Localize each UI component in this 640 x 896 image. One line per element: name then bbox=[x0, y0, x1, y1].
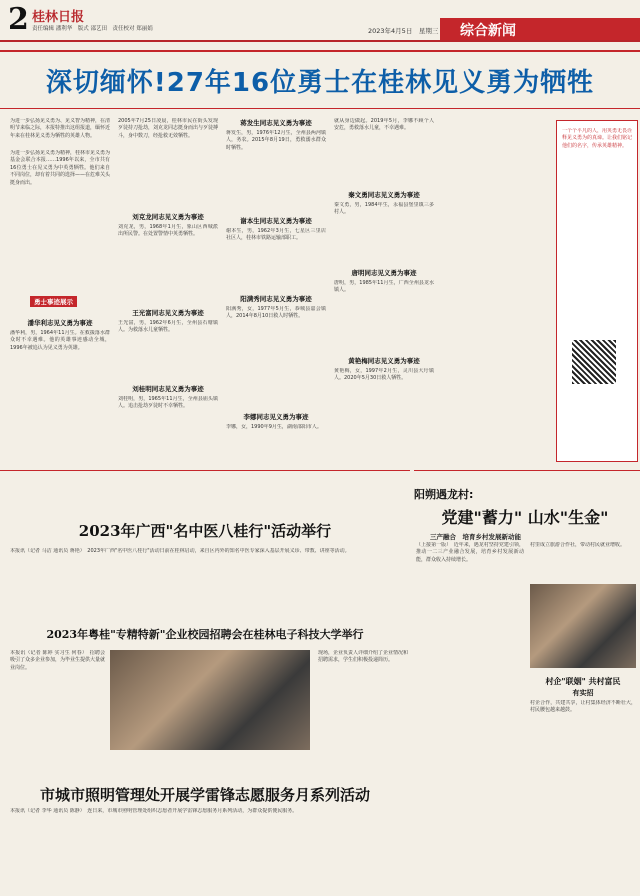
article5-body: （上接第一版） 近年来，遇龙村坚持党建引领，推动一二三产业融合发展，培育乡村发展新动能，群众收入持续增长。 bbox=[416, 542, 524, 563]
divider bbox=[414, 470, 640, 471]
article4-headline: 市城市照明管理处开展学雷锋志愿服务月系列活动 bbox=[39, 786, 370, 804]
column-text-2: 2005年7月25日凌晨，桂林市民在街头发现歹徒持刀抢劫，刘克龙同志挺身而出与歹徒搏斗，身中数刀，经抢救无效牺牲。 bbox=[118, 118, 218, 139]
hero-story-3: 王光富，男，1962年6月生，全州县石塘镇人。为救落水儿童牺牲。 bbox=[118, 320, 218, 334]
hero-story-10: 唐明，男，1985年11月生，广西全州县龙水镇人。 bbox=[334, 280, 434, 294]
hero-name-7: 阳满秀同志见义勇为事迹 bbox=[240, 295, 312, 303]
hero-name-6: 谢本生同志见义勇为事迹 bbox=[240, 217, 312, 225]
page-number: 2 bbox=[8, 2, 29, 37]
article3-body: 本报讯（记者 陈婷 实习生 何春） 招聘会吸引了众多企业参加，为毕业生提供大量就业岗位。 bbox=[10, 650, 105, 671]
main-headline: 深切缅怀!27年16位勇士在桂林见义勇为牺牲 bbox=[45, 68, 595, 98]
hero-story-5: 蒋发生，男，1976年12月生，全州县两河镇人，务农。2015年8月19日，勇救溺水群众时牺牲。 bbox=[226, 130, 326, 151]
article2-headline: 2023年广西"名中医八桂行"活动举行 bbox=[78, 522, 332, 540]
newspaper-logo: 桂林日报 bbox=[32, 10, 85, 25]
hero-name-10: 唐明同志见义勇为事迹 bbox=[351, 269, 417, 277]
hero-story-9: 秦文勇，男，1984年生，永福县堡里镇三多村人。 bbox=[334, 202, 434, 216]
divider bbox=[0, 470, 410, 471]
hero-name-1: 潘华利志见义勇为事迹 bbox=[27, 319, 93, 327]
article2-dateline: 本报讯（记者 马洁 通讯员 蒋艳） bbox=[10, 548, 83, 554]
article5-headline: 党建"蓄力" 山水"生金" bbox=[441, 508, 609, 527]
article3-body-2: 现场，企业负责人详细介绍了企业情况和招聘需求，学生们积极投递简历。 bbox=[318, 650, 408, 664]
hero-story-8: 李娜，女，1990年9月生，湖南邵阳市人。 bbox=[226, 424, 322, 430]
article2-body: 本报讯（记者 马洁 通讯员 蒋艳） 2023年广西"名中医八桂行"活动日前在桂林启动，来自区内外的知名中医专家深入基层开展义诊、带教、讲座等活动。 bbox=[10, 548, 350, 554]
hero-story-4: 刘桂明，男，1965年11月生，全州县庙头镇人。追击抢劫歹徒时不幸牺牲。 bbox=[118, 396, 218, 410]
article3-photo bbox=[110, 650, 310, 750]
article5-body-3: 村企合作，共建共享，让村集体经济不断壮大，村民腰包越来越鼓。 bbox=[530, 700, 636, 714]
hero-story-2: 刘克龙，男，1968年1月生，象山区西城派出所民警。在处置警情中英勇牺牲。 bbox=[118, 224, 218, 238]
sidebar-title: 村企"联姻" 共村富民 bbox=[545, 676, 621, 686]
article5-photo bbox=[530, 584, 636, 668]
lead-paragraph: 为进一步弘扬见义勇为、见义智为精神，在清明节来临之际，本报特推出这组报道，缅怀近年来在桂林见义勇为牺牲的英雄人物。 bbox=[10, 118, 110, 139]
article3-dateline: 本报讯（记者 陈婷 实习生 何春） bbox=[10, 650, 85, 656]
hero-story-7: 阳满秀，女，1977年5月生，恭城县嘉会镇人，2014年8月10日救人时牺牲。 bbox=[226, 306, 326, 320]
heroes-section-title: 勇士事迹展示 bbox=[30, 296, 77, 307]
article5-body-2: 村里成立旅游合作社，带动村民就业增收。 bbox=[530, 542, 626, 548]
column-text-4: 就从身边做起。2019年5月，李娜不顾个人安危，勇救落水儿童，不幸遇难。 bbox=[334, 118, 434, 132]
qr-code bbox=[572, 340, 616, 384]
hero-name-9: 秦文勇同志见义勇为事迹 bbox=[348, 191, 420, 199]
hero-name-4: 刘桂明同志见义勇为事迹 bbox=[132, 385, 204, 393]
hero-name-8: 李娜同志见义勇为事迹 bbox=[243, 413, 309, 421]
article4-dateline: 本报讯（记者 李华 通讯员 陈静） bbox=[10, 808, 83, 814]
issue-date: 2023年4月5日 星期三 bbox=[368, 27, 439, 35]
divider bbox=[0, 50, 640, 52]
divider bbox=[0, 108, 640, 109]
sidebar-note: 一个个平凡的人，用英勇无畏诠释见义勇为的真谛。让我们铭记他们的名字，传承英雄精神。 bbox=[562, 128, 632, 149]
editor-info: 责任编辑 潘利华 版式 邵艺田 责任校对 郑丽娟 bbox=[32, 26, 153, 32]
hero-story-1: 潘华利，男，1964年11月生。在救援落水群众时不幸遇难。他的英雄事迹感动全城，1996年被追认为见义勇为英雄。 bbox=[10, 330, 110, 351]
article5-kicker: 阳朔遇龙村: bbox=[414, 488, 474, 501]
sidebar-subtitle: 有实招 bbox=[572, 688, 594, 697]
article3-headline: 2023年粤桂"专精特新"企业校园招聘会在桂林电子科技大学举行 bbox=[46, 628, 364, 641]
hero-name-3: 王光富同志见义勇为事迹 bbox=[132, 309, 204, 317]
article4-body: 本报讯（记者 李华 通讯员 陈静） 连日来，市城市照明管理处组织志愿者开展学雷锋志愿服务月系列活动，为群众提供便民服务。 bbox=[10, 808, 298, 814]
section-name: 综合新闻 bbox=[460, 23, 516, 39]
hero-name-2: 刘克龙同志见义勇为事迹 bbox=[132, 213, 204, 221]
column-text-1: 为进一步弘扬见义勇为精神，桂林市见义勇为基金会联合本报……1996年以来，全市共有16位勇士在见义勇为中英勇牺牲。他们来自不同岗位，却有着共同的选择——在危难关头挺身而出。 bbox=[10, 150, 110, 186]
hero-story-11: 黄艳梅，女，1997年2月生，灵川县大圩镇人。2020年5月30日救人牺牲。 bbox=[334, 368, 434, 382]
hero-story-6: 谢本生，男，1962年3月生，七星区三里店社区人，桂林市铁路运输部职工。 bbox=[226, 228, 326, 242]
article5-subhead: 三产融合 培育乡村发展新动能 bbox=[430, 533, 521, 541]
article5-byline: （上接第一版） bbox=[416, 542, 449, 548]
hero-name-5: 蒋发生同志见义勇为事迹 bbox=[240, 119, 312, 127]
hero-name-11: 黄艳梅同志见义勇为事迹 bbox=[348, 357, 420, 365]
